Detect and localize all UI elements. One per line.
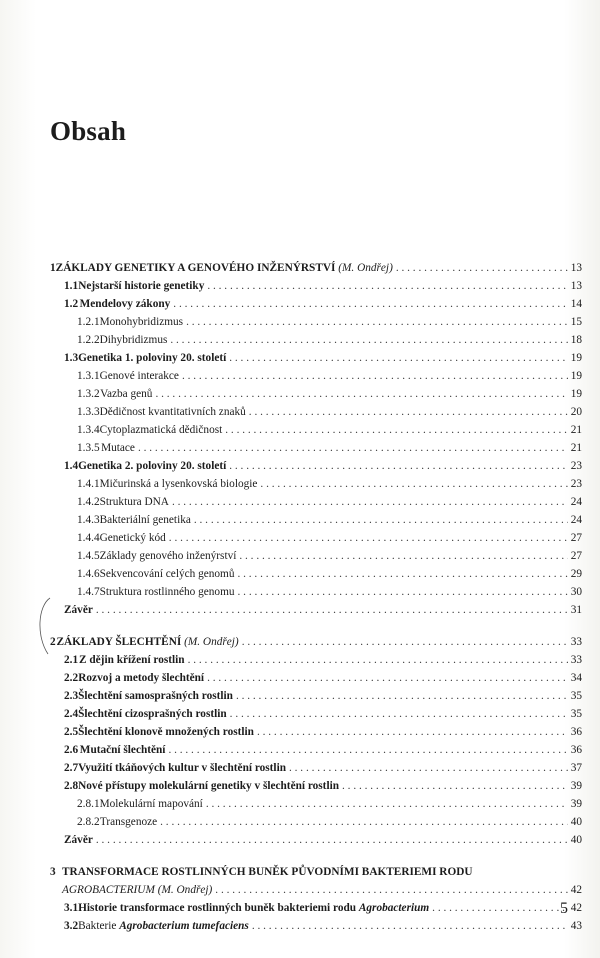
entry-page: 27 [570,550,582,562]
dot-leader [432,899,568,917]
entry-page: 40 [570,816,582,828]
entry-number: 1.3.5 [77,442,100,454]
toc-row[interactable] [50,385,582,403]
dot-leader [207,669,568,687]
dot-leader [188,651,568,669]
dot-leader [160,813,568,831]
entry-page: 15 [570,316,582,328]
toc-row[interactable] [50,367,582,385]
entry-label-italic: Agrobacterium tumefaciens [119,920,249,932]
entry-number: 3.2 [64,920,79,932]
entry-label: Genové interakce [99,370,179,382]
entry-page: 24 [570,514,582,526]
dot-leader [257,723,568,741]
entry-label: Využití tkáňových kultur v šlechtění rostlin [78,762,286,774]
entry-number: 1 [50,262,56,274]
entry-page: 36 [570,726,582,738]
chapter-2 [50,633,582,849]
entry-label: Mičurinská a lysenkovská biologie [99,478,258,490]
dot-leader [207,277,567,295]
entry-label: Struktura DNA [99,496,169,508]
entry-page: 34 [570,672,582,684]
entry-author: (M. Ondřej) [184,636,239,648]
dot-leader [236,687,568,705]
dot-leader [238,583,568,601]
entry-label: Nejstarší historie genetiky [78,280,205,292]
entry-number: 1.4.1 [77,478,100,490]
entry-number: 2.8 [64,780,79,792]
entry-number: 1.3.1 [77,370,100,382]
entry-number: 1.2.1 [77,316,100,328]
entry-page: 20 [570,406,582,418]
entry-page: 18 [570,334,582,346]
entry-page: 30 [570,586,582,598]
entry-label: Rozvoj a metody šlechtění [78,672,205,684]
toc-row[interactable] [50,529,582,547]
dot-leader [173,295,567,313]
dot-leader [186,313,568,331]
entry-number: 1.3.3 [77,406,100,418]
entry-number: 2.4 [64,708,79,720]
entry-number: 1.4.3 [77,514,100,526]
entry-number: 2.2 [64,672,79,684]
toc-row[interactable] [50,565,582,583]
entry-label: Dědičnost kvantitativních znaků [99,406,246,418]
toc-row[interactable] [50,313,582,331]
entry-page: 35 [570,708,582,720]
entry-author: (M. Ondřej) [157,884,213,896]
entry-label-italic: AGROBACTERIUM [62,884,155,896]
toc-row[interactable] [50,511,582,529]
chapter-3 [50,863,582,935]
entry-page: 42 [570,884,582,896]
entry-page: 21 [570,424,582,436]
entry-number: 2.1 [64,654,79,666]
entry-page: 42 [570,902,582,914]
entry-label: Mendelovy zákony [79,298,171,310]
toc-row[interactable] [50,493,582,511]
dot-leader [239,547,567,565]
entry-label: Bakterie [78,920,117,932]
toc-row[interactable] [50,547,582,565]
dot-leader [252,917,568,935]
entry-label: Sekvencování celých genomů [99,568,235,580]
entry-label: Transgenoze [99,816,158,828]
dot-leader [182,367,568,385]
entry-page: 19 [570,370,582,382]
table-of-contents [50,259,582,935]
entry-label: Molekulární mapování [99,798,203,810]
entry-page: 23 [570,478,582,490]
entry-page: 24 [570,496,582,508]
entry-label: Struktura rostlinného genomu [99,586,235,598]
entry-label: Šlechtění samosprašných rostlin [78,690,233,702]
entry-page: 13 [570,280,582,292]
toc-row[interactable] [50,651,582,669]
entry-page: 37 [570,762,582,774]
toc-row[interactable] [50,705,582,723]
toc-chapter-row[interactable] [50,633,582,651]
entry-page: 35 [570,690,582,702]
entry-number: 3 [50,866,56,878]
toc-row[interactable] [50,813,582,831]
entry-number: 1.3.4 [77,424,100,436]
toc-row[interactable] [50,899,582,917]
entry-page: 13 [570,262,582,274]
toc-row[interactable] [50,741,582,759]
toc-row[interactable] [50,295,582,313]
dot-leader [96,601,567,619]
entry-number: 2.7 [64,762,79,774]
entry-label-italic: Agrobacterium [358,902,430,914]
dot-leader [138,439,568,457]
toc-row[interactable] [50,349,582,367]
dot-leader [96,831,567,849]
dot-leader [289,759,568,777]
toc-chapter-row-continued[interactable] [50,881,582,899]
toc-row[interactable] [50,777,582,795]
entry-number: 1.4.5 [77,550,100,562]
entry-label: Vazba genů [100,388,153,400]
entry-label: Monohybridizmus [99,316,184,328]
entry-number: 2.5 [64,726,79,738]
entry-label: Závěr [64,604,93,616]
dot-leader [249,403,568,421]
entry-label: Cytoplazmatická dědičnost [99,424,223,436]
dot-leader [237,565,567,583]
dot-leader [342,777,568,795]
entry-label: ZÁKLADY GENETIKY A GENOVÉHO INŽENÝRSTVÍ [55,262,336,274]
entry-page: 39 [570,780,582,792]
entry-number: 2.3 [64,690,79,702]
entry-number: 1.4.2 [77,496,100,508]
entry-label: Genetický kód [99,532,166,544]
toc-row[interactable] [50,475,582,493]
entry-page: 14 [570,298,582,310]
entry-page: 21 [570,442,582,454]
entry-number: 2.8.1 [77,798,100,810]
dot-leader [229,457,567,475]
entry-page: 36 [570,744,582,756]
entry-number: 3.1 [64,902,79,914]
toc-row-conclusion[interactable] [50,831,582,849]
entry-page: 43 [570,920,582,932]
dot-leader [206,795,568,813]
entry-number: 2 [50,636,56,648]
toc-row[interactable] [50,331,582,349]
dot-leader [229,349,567,367]
entry-label: Mutační šlechtění [79,744,166,756]
entry-label: Mutace [101,442,135,454]
toc-row[interactable] [50,669,582,687]
toc-row[interactable] [50,687,582,705]
dot-leader [242,633,568,651]
entry-page: 31 [570,604,582,616]
dot-leader [155,385,567,403]
dot-leader [172,493,568,511]
toc-row[interactable] [50,723,582,741]
dot-leader [396,259,568,277]
entry-label: Šlechtění cizosprašných rostlin [78,708,227,720]
entry-label: Základy genového inženýrství [99,550,237,562]
entry-label: Závěr [64,834,93,846]
toc-chapter-row[interactable] [50,259,582,277]
entry-page: 40 [570,834,582,846]
toc-row[interactable] [50,421,582,439]
toc-row[interactable] [50,403,582,421]
entry-number: 1.2.2 [77,334,100,346]
toc-chapter-row[interactable] [50,863,582,881]
entry-label: Dihybridizmus [99,334,168,346]
entry-page: 39 [570,798,582,810]
entry-page: 27 [570,532,582,544]
entry-number: 2.6 [64,744,79,756]
entry-label: Bakteriální genetika [99,514,191,526]
dot-leader [194,511,568,529]
entry-label: ZÁKLADY ŠLECHTĚNÍ [56,636,182,648]
entry-number: 2.8.2 [77,816,100,828]
toc-row[interactable] [50,277,582,295]
dot-leader [260,475,567,493]
entry-number: 1.3 [64,352,79,364]
entry-label: Nové přístupy molekulární genetiky v šlechtění rostlin [78,780,340,792]
dot-leader [230,705,568,723]
toc-row[interactable] [50,759,582,777]
entry-label: Genetika 1. poloviny 20. století [78,352,227,364]
toc-row[interactable] [50,583,582,601]
entry-label: Genetika 2. poloviny 20. století [78,460,227,472]
dot-leader [169,529,568,547]
dot-leader [168,741,567,759]
entry-page: 23 [570,460,582,472]
entry-page: 19 [570,388,582,400]
entry-page: 33 [570,654,582,666]
entry-number: 1.4.6 [77,568,100,580]
dot-leader [170,331,567,349]
section-gap [50,619,582,633]
toc-row[interactable] [50,795,582,813]
toc-row[interactable] [50,439,582,457]
entry-label: TRANSFORMACE ROSTLINNÝCH BUNĚK PŮVODNÍMI BAKTERIEMI RODU [62,866,473,878]
page-number: 5 [560,900,568,917]
entry-number: 1.1 [64,280,79,292]
dot-leader [225,421,567,439]
page-title: Obsah [50,116,127,146]
entry-number: 1.2 [64,298,79,310]
entry-number: 1.4.7 [77,586,100,598]
entry-page: 19 [570,352,582,364]
entry-author: (M. Ondřej) [338,262,393,274]
entry-page: 33 [570,636,582,648]
toc-row-conclusion[interactable] [50,601,582,619]
toc-row[interactable] [50,917,582,935]
entry-label: Z dějin křížení rostlin [79,654,185,666]
entry-page: 29 [570,568,582,580]
entry-number: 1.4.4 [77,532,100,544]
chapter-1 [50,259,582,619]
entry-label: Historie transformace rostlinných buněk bakteriemi rodu [78,902,357,914]
toc-row[interactable] [50,457,582,475]
entry-number: 1.3.2 [77,388,100,400]
section-gap [50,849,582,863]
dot-leader [215,881,567,899]
entry-number: 1.4 [64,460,79,472]
entry-label: Šlechtění klonově množených rostlin [78,726,254,738]
